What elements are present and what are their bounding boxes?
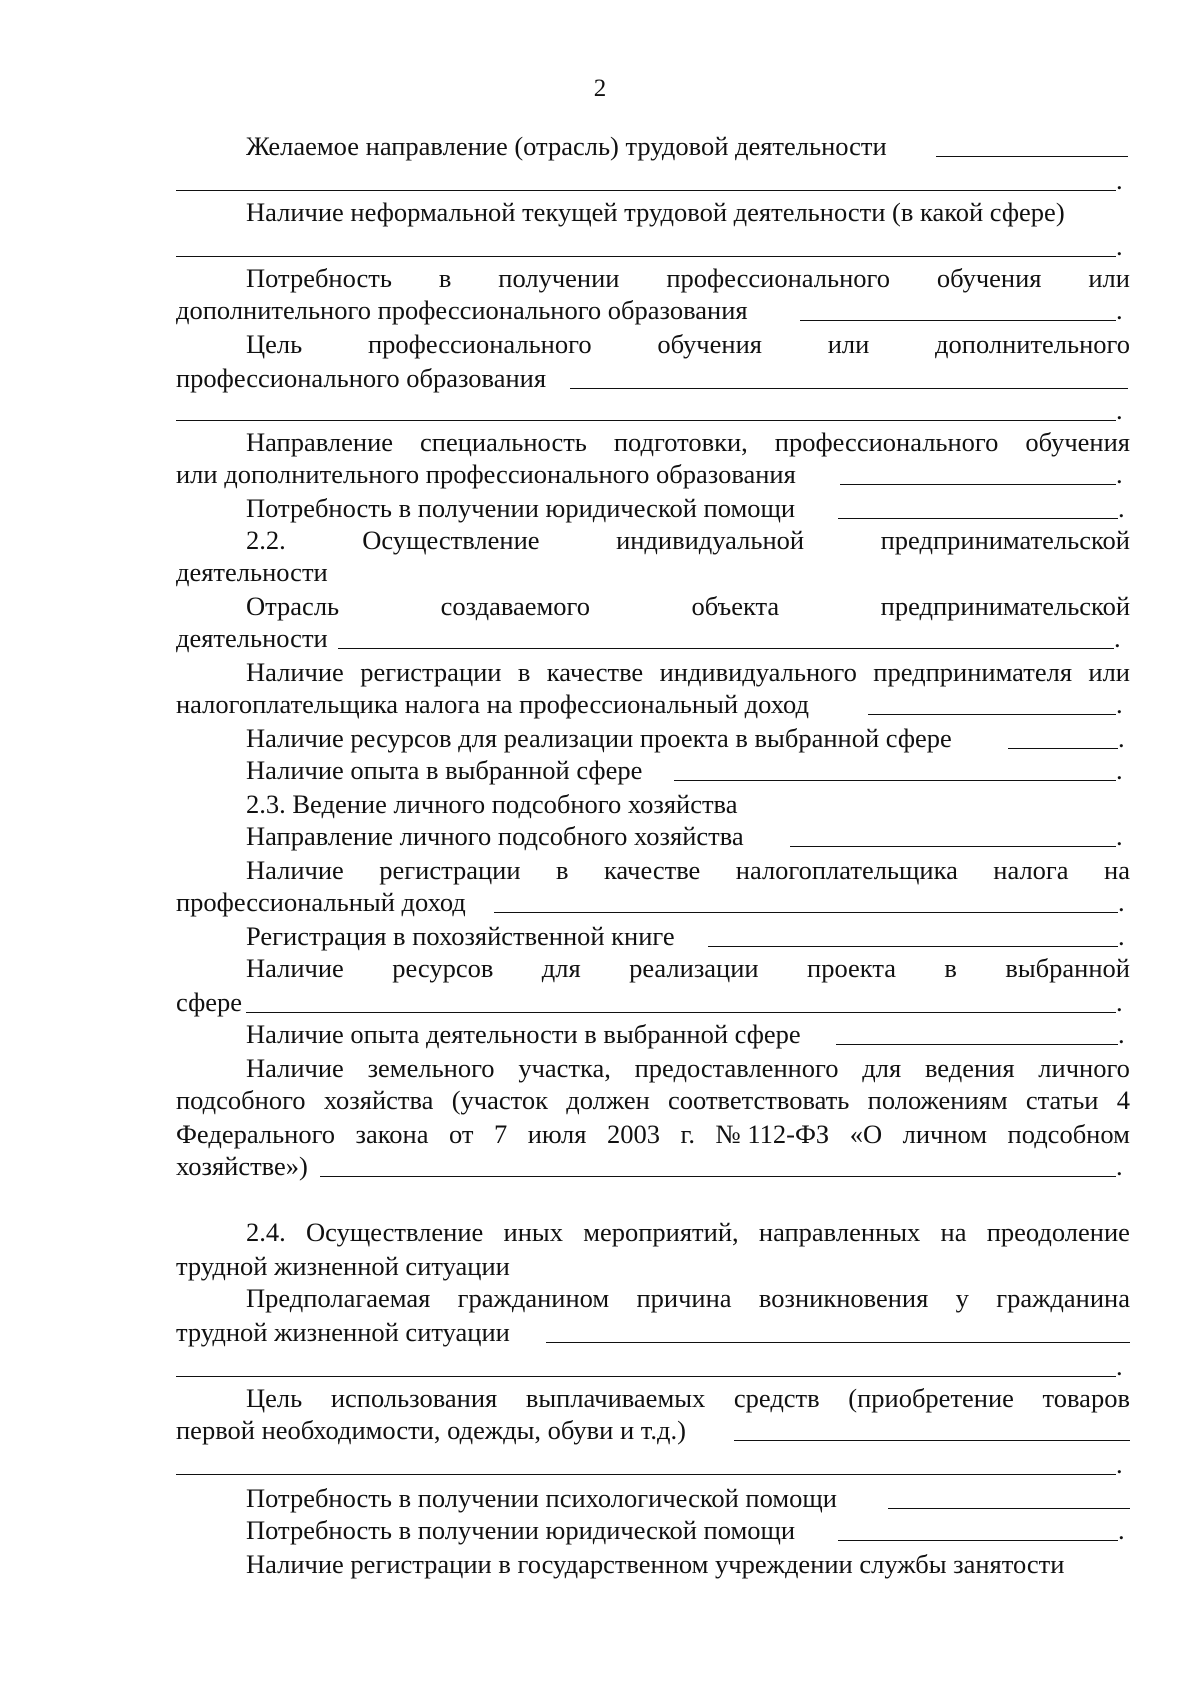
word: возникновения <box>758 1283 929 1313</box>
input-line <box>708 946 1118 947</box>
page-number: 2 <box>593 75 607 102</box>
line-period: . <box>1116 295 1123 325</box>
word: мероприятий, <box>583 1217 739 1247</box>
word: статьи <box>1025 1085 1099 1115</box>
justified-line <box>176 1084 1130 1116</box>
word: Федерального <box>176 1119 336 1149</box>
input-line <box>838 1540 1118 1541</box>
section-heading-2-4 <box>246 1216 1130 1248</box>
word: от <box>449 1119 474 1149</box>
justified-line <box>246 262 1130 294</box>
section-heading-2-2-cont: деятельности <box>176 557 328 587</box>
word: предпринимательской <box>880 525 1130 555</box>
input-line <box>176 190 1116 191</box>
word: специальность <box>420 427 587 457</box>
word: обучения <box>936 263 1042 293</box>
word: регистрации <box>360 657 502 687</box>
input-line <box>176 420 1116 421</box>
input-line <box>246 1012 1116 1013</box>
input-line <box>546 1342 1130 1343</box>
line-period: . <box>1116 1449 1123 1479</box>
word: личного <box>1038 1053 1130 1083</box>
word: закона <box>355 1119 429 1149</box>
field-label-education-goal: профессионального образования <box>176 363 547 393</box>
word: Осуществление <box>362 525 540 555</box>
word: июля <box>527 1119 587 1149</box>
word: в <box>555 855 569 885</box>
field-label-legal-help-2: Потребность в получении юридической помощи <box>246 1515 796 1545</box>
word: для <box>541 953 581 983</box>
word: качестве <box>546 657 644 687</box>
word: гражданина <box>996 1283 1130 1313</box>
word: обучения <box>1025 427 1130 457</box>
word: индивидуального <box>659 657 857 687</box>
word: или <box>1088 657 1130 687</box>
line-period: . <box>1116 689 1123 719</box>
word: предпринимателя <box>873 657 1073 687</box>
justified-line <box>246 590 1130 622</box>
word: или <box>827 329 870 359</box>
word: хозяйства <box>323 1085 434 1115</box>
field-label-household-book: Регистрация в похозяйственной книге <box>246 921 675 951</box>
word: использования <box>330 1383 498 1413</box>
word: ведения <box>924 1053 1015 1083</box>
word: налога <box>993 855 1069 885</box>
field-label-farm-experience: Наличие опыта деятельности в выбранной сфере <box>246 1019 801 1049</box>
word: для <box>862 1053 902 1083</box>
field-label-legal-help: Потребность в получении юридической помощи <box>246 493 796 523</box>
field-label-ip-registration: налогоплательщика налога на профессиональный доход <box>176 689 809 719</box>
line-period: . <box>1116 987 1123 1017</box>
word: в <box>944 953 957 983</box>
word: подготовки, <box>613 427 748 457</box>
word: ресурсов <box>392 953 494 983</box>
word: 2.2. <box>246 525 286 555</box>
word: Наличие <box>246 855 344 885</box>
word: качестве <box>603 855 701 885</box>
line-period: . <box>1116 165 1123 195</box>
field-label-farm-direction: Направление личного подсобного хозяйства <box>246 821 744 851</box>
word: «О <box>849 1119 883 1149</box>
word: Цель <box>246 1383 303 1413</box>
justified-line <box>246 328 1130 360</box>
justified-line <box>246 952 1130 984</box>
input-line <box>176 1376 1116 1377</box>
line-period: . <box>1118 921 1125 951</box>
input-line <box>790 846 1116 847</box>
input-line <box>936 156 1128 157</box>
word: причина <box>636 1283 732 1313</box>
word: (участок <box>451 1085 548 1115</box>
line-period: . <box>1114 623 1121 653</box>
word: 7 <box>493 1119 508 1149</box>
word: предоставленного <box>634 1053 839 1083</box>
word: г. <box>680 1119 695 1149</box>
word: обучения <box>657 329 762 359</box>
input-line <box>836 1044 1118 1045</box>
word: 2003 <box>606 1119 660 1149</box>
input-line <box>800 320 1116 321</box>
input-line <box>838 518 1118 519</box>
justified-line <box>246 1052 1130 1084</box>
word: должен <box>566 1085 650 1115</box>
word: подсобном <box>1007 1119 1130 1149</box>
word: индивидуальной <box>616 525 805 555</box>
word: регистрации <box>379 855 521 885</box>
word: дополнительного <box>935 329 1130 359</box>
line-period: . <box>1118 493 1125 523</box>
word: товаров <box>1042 1383 1130 1413</box>
field-label-land-plot: хозяйстве») <box>176 1151 308 1181</box>
justified-line <box>246 1282 1130 1314</box>
word: положениям <box>867 1085 1008 1115</box>
section-heading-2-4-cont: трудной жизненной ситуации <box>176 1251 510 1281</box>
word: (приобретение <box>848 1383 1014 1413</box>
word: гражданином <box>457 1283 610 1313</box>
field-label-desired-direction: Желаемое направление (отрасль) трудовой деятельности <box>246 131 887 161</box>
word: выбранной <box>1005 953 1130 983</box>
field-label-funds-purpose: первой необходимости, одежды, обуви и т.д.) <box>176 1415 686 1445</box>
word: на <box>940 1217 967 1247</box>
line-period: . <box>1118 1019 1125 1049</box>
word: участка, <box>518 1053 611 1083</box>
word: предпринимательской <box>880 591 1130 621</box>
word: земельного <box>367 1053 495 1083</box>
field-label-additional-education: дополнительного профессионального образования <box>176 295 748 325</box>
line-period: . <box>1116 821 1123 851</box>
justified-line <box>246 1382 1130 1414</box>
word: в <box>517 657 531 687</box>
word: проекта <box>807 953 896 983</box>
field-label-tax-registration: профессиональный доход <box>176 887 466 917</box>
justified-line <box>246 656 1130 688</box>
word: Наличие <box>246 657 344 687</box>
word: профессионального <box>367 329 592 359</box>
word: Наличие <box>246 953 344 983</box>
word: реализации <box>629 953 759 983</box>
word: в <box>438 263 452 293</box>
input-line <box>1008 748 1118 749</box>
field-label-psychological-help: Потребность в получении психологической помощи <box>246 1483 837 1513</box>
input-line <box>888 1508 1130 1509</box>
word: средств <box>733 1383 820 1413</box>
word: Осуществление <box>306 1217 484 1247</box>
word: объекта <box>691 591 780 621</box>
input-line <box>840 484 1116 485</box>
line-period: . <box>1116 755 1123 785</box>
line-period: . <box>1118 723 1125 753</box>
word: 4 <box>1116 1085 1130 1115</box>
word: создаваемого <box>440 591 591 621</box>
word: Направление <box>246 427 394 457</box>
word: Цель <box>246 329 303 359</box>
word: профессионального <box>774 427 999 457</box>
word: выплачиваемых <box>525 1383 706 1413</box>
input-line <box>320 1176 1116 1177</box>
word: на <box>1104 855 1130 885</box>
field-label-farm-resources: сфере <box>176 987 243 1017</box>
line-period: . <box>1116 1351 1123 1381</box>
field-label-experience: Наличие опыта в выбранной сфере <box>246 755 643 785</box>
input-line <box>868 714 1116 715</box>
field-label-training-direction: или дополнительного профессионального образования <box>176 459 796 489</box>
word: иных <box>503 1217 563 1247</box>
word: Наличие <box>246 1053 344 1083</box>
input-line <box>494 912 1118 913</box>
input-line <box>176 256 1116 257</box>
word: Отрасль <box>246 591 340 621</box>
word: преодоление <box>986 1217 1130 1247</box>
word: соответствовать <box>668 1085 850 1115</box>
field-label-employment-service: Наличие регистрации в государственном учреждении службы занятости <box>246 1549 1065 1579</box>
word: получении <box>498 263 620 293</box>
word: личном <box>902 1119 988 1149</box>
justified-line <box>246 426 1130 458</box>
line-period: . <box>1116 1151 1123 1181</box>
word: № 112-ФЗ <box>715 1119 830 1149</box>
word: профессионального <box>666 263 890 293</box>
section-heading-2-3: 2.3. Ведение личного подсобного хозяйства <box>246 789 738 819</box>
word: налогоплательщика <box>735 855 958 885</box>
word: 2.4. <box>246 1217 286 1247</box>
justified-line <box>246 854 1130 886</box>
line-period: . <box>1116 231 1123 261</box>
justified-line <box>176 1118 1130 1150</box>
input-line <box>674 780 1116 781</box>
input-line <box>176 1474 1116 1475</box>
field-label-situation-cause: трудной жизненной ситуации <box>176 1317 510 1347</box>
section-heading-2-2 <box>246 524 1130 556</box>
line-period: . <box>1116 459 1123 489</box>
word: Предполагаемая <box>246 1283 431 1313</box>
word: или <box>1088 263 1130 293</box>
field-label-informal-activity: Наличие неформальной текущей трудовой деятельности (в какой сфере) <box>246 197 1065 227</box>
field-label-resources: Наличие ресурсов для реализации проекта в выбранной сфере <box>246 723 952 753</box>
line-period: . <box>1118 887 1125 917</box>
input-line <box>338 648 1114 649</box>
word: направленных <box>758 1217 921 1247</box>
line-period: . <box>1118 1515 1125 1545</box>
field-label-business-sector: деятельности <box>176 623 328 653</box>
word: подсобного <box>176 1085 306 1115</box>
input-line <box>734 1440 1130 1441</box>
word: Потребность <box>246 263 392 293</box>
line-period: . <box>1116 395 1123 425</box>
input-line <box>570 388 1128 389</box>
word: у <box>955 1283 969 1313</box>
